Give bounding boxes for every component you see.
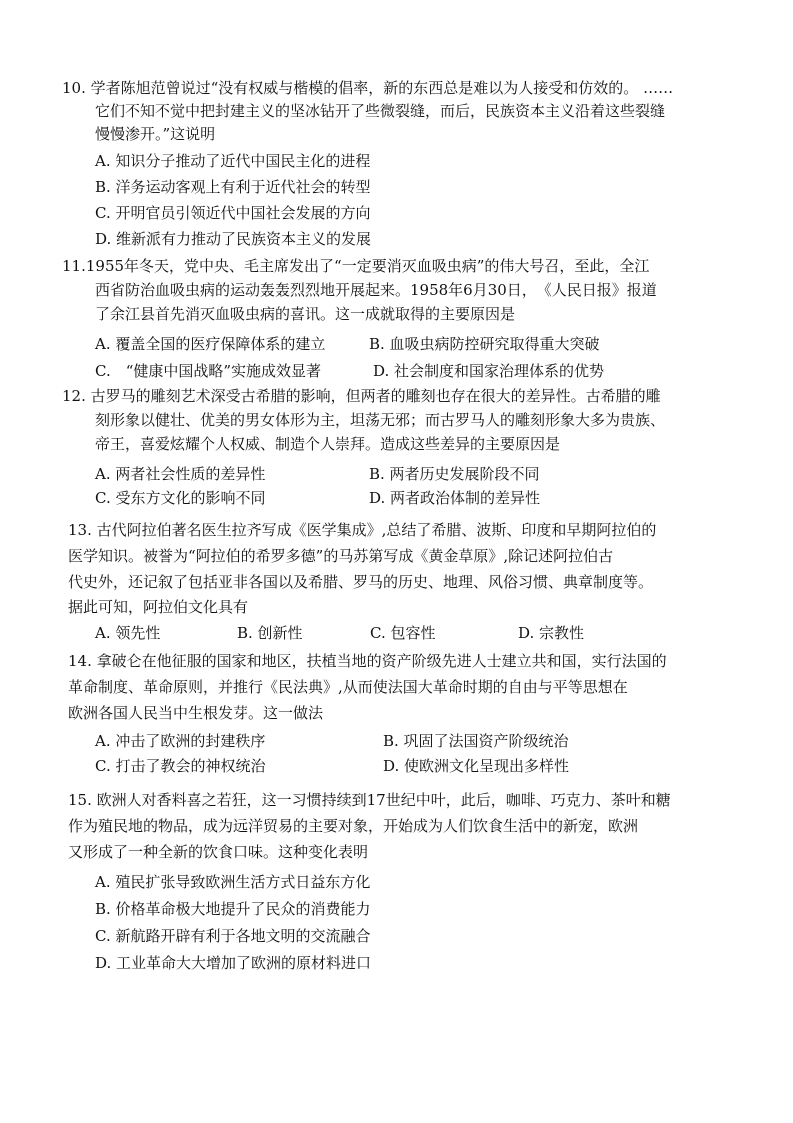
question-15-option-d: D. 工业革命大大增加了欧洲的原材料进口 (95, 954, 372, 972)
question-11-option-b: B. 血吸虫病防控研究取得重大突破 (369, 335, 600, 353)
question-12-option-b: B. 两者历史发展阶段不同 (369, 465, 540, 483)
question-10-option-b: B. 洋务运动客观上有利于近代社会的转型 (95, 178, 371, 196)
question-11-stem-line-3: 了余江县首先消灭血吸虫病的喜讯。这一成就取得的主要原因是 (95, 305, 516, 323)
question-14-stem-line-2: 革命制度、革命原则，并推行《民法典》,从而使法国大革命时期的自由与平等思想在 (68, 678, 628, 696)
question-15-stem-line-2: 作为殖民地的物品，成为远洋贸易的主要对象，开始成为人们饮食生活中的新宠，欧洲 (68, 817, 639, 835)
question-13-stem-line-4: 据此可知，阿拉伯文化具有 (68, 598, 249, 616)
question-14-option-d: D. 使欧洲文化呈现出多样性 (383, 757, 570, 775)
question-13-option-d: D. 宗教性 (518, 624, 585, 642)
question-14-option-c: C. 打击了教会的神权统治 (95, 757, 266, 775)
question-11-stem-line-2: 西省防治血吸虫病的运动轰轰烈烈地开展起来。1958年6月30日， 《人民日报》报道 (95, 281, 657, 299)
question-10-stem-line-2: 它们不知不觉中把封建主义的坚冰钻开了些微裂缝，而后，民族资本主义沿着这些裂缝 (95, 102, 666, 120)
question-13-option-c: C. 包容性 (370, 624, 436, 642)
question-14-stem-line-1: 14. 拿破仑在他征服的国家和地区，扶植当地的资产阶级先进人士建立共和国，实行法国的 (68, 652, 667, 670)
question-11-option-c: C. “健康中国战略”实施成效显著 (95, 362, 322, 380)
question-12-option-d: D. 两者政治体制的差异性 (369, 489, 541, 507)
question-14-option-a: A. 冲击了欧洲的封建秩序 (95, 732, 266, 750)
question-11-option-d: D. 社会制度和国家治理体系的优势 (373, 362, 605, 380)
question-13-stem-line-2: 医学知识。被誉为“阿拉伯的希罗多德”的马苏第写成《黄金草原》,除记述阿拉伯古 (68, 547, 614, 565)
question-15-option-a: A. 殖民扩张导致欧洲生活方式日益东方化 (95, 873, 371, 891)
question-14-stem-line-3: 欧洲各国人民当中生根发芽。这一做法 (68, 704, 324, 722)
question-13-stem-line-1: 13. 古代阿拉伯著名医生拉齐写成《医学集成》,总结了希腊、波斯、印度和早期阿拉伯的 (68, 521, 657, 539)
question-14-option-b: B. 巩固了法国资产阶级统治 (383, 732, 569, 750)
question-12-stem-line-1: 12. 古罗马的雕刻艺术深受古希腊的影响，但两者的雕刻也存在很大的差异性。古希腊的雕 (62, 387, 661, 405)
question-12-stem-line-2: 刻形象以健壮、优美的男女体形为主，坦荡无邪；而古罗马人的雕刻形象大多为贵族、 (95, 411, 666, 429)
question-13-option-b: B. 创新性 (237, 624, 303, 642)
question-15-option-c: C. 新航路开辟有利于各地文明的交流融合 (95, 927, 371, 945)
question-10-option-a: A. 知识分子推动了近代中国民主化的进程 (95, 152, 371, 170)
question-11-stem-line-1: 11.1955年冬天，党中央、毛主席发出了“一定要消灭血吸虫病”的伟大号召，至此，全江 (62, 257, 650, 275)
question-12-option-c: C. 受东方文化的影响不同 (95, 489, 266, 507)
question-10-stem-line-3: 慢慢渗开。”这说明 (95, 125, 216, 143)
question-15-option-b: B. 价格革命极大地提升了民众的消费能力 (95, 900, 371, 918)
question-10-option-d: D. 维新派有力推动了民族资本主义的发展 (95, 230, 372, 248)
question-15-stem-line-3: 又形成了一种全新的饮食口味。这种变化表明 (68, 843, 369, 861)
question-11-option-a: A. 覆盖全国的医疗保障体系的建立 (95, 335, 326, 353)
question-13-option-a: A. 领先性 (95, 624, 161, 642)
question-12-stem-line-3: 帝王，喜爱炫耀个人权威、制造个人崇拜。造成这些差异的主要原因是 (95, 435, 561, 453)
question-13-stem-line-3: 代史外，还记叙了包括亚非各国以及希腊、罗马的历史、地理、风俗习惯、典章制度等。 (68, 573, 654, 591)
question-12-option-a: A. 两者社会性质的差异性 (95, 465, 266, 483)
question-10-option-c: C. 开明官员引领近代中国社会发展的方向 (95, 204, 371, 222)
question-15-stem-line-1: 15. 欧洲人对香料喜之若狂，这一习惯持续到17世纪中叶，此后，咖啡、巧克力、茶叶和糖 (68, 791, 671, 809)
question-10-stem-line-1: 10. 学者陈旭范曾说过“没有权威与楷模的倡率，新的东西总是难以为人接受和仿效的。 …… (62, 79, 674, 97)
